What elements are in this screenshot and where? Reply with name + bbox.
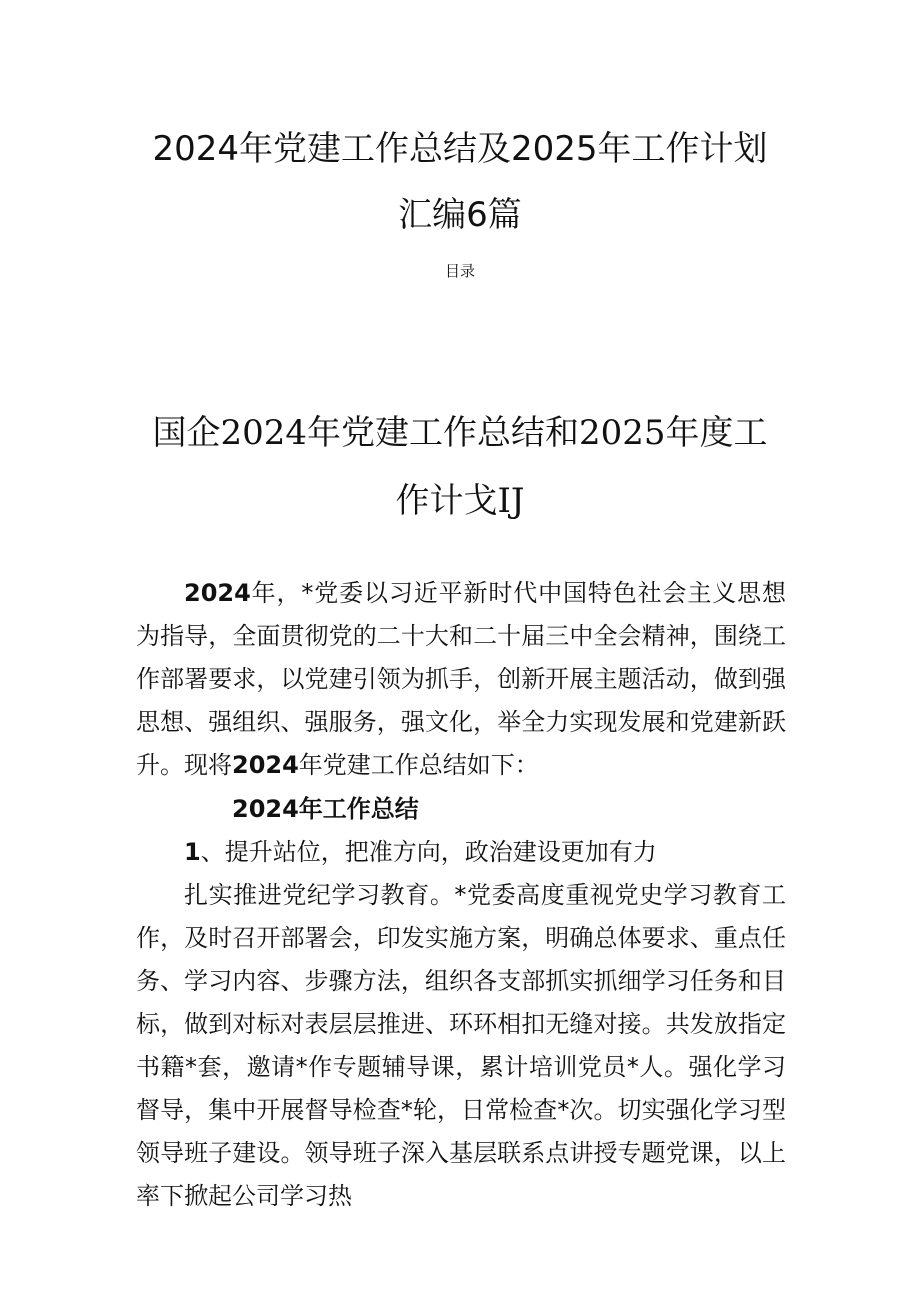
point-text: 、提升站位，把准方向，政治建设更加有力 <box>200 838 657 866</box>
point-heading-1 <box>184 831 657 874</box>
intro-text-end: 年党建工作总结如下： <box>298 751 539 779</box>
intro-year: 2024 <box>184 579 251 607</box>
intro-text: 年，*党委以习近平新时代中国特色社会主义思想为指导，全面贯彻党的二十大和二十届三中全会精神，围绕工作部署要求，以党建引领为抓手，创新开展主题活动，做到强思想、强组织、强服务，强文化，举全力实现发展和党建新跃升。现将 <box>136 579 786 779</box>
body-paragraph-1: 扎实推进党纪学习教育。*党委高度重视党史学习教育工作，及时召开部署会，印发实施方案，明确总体要求、重点任务、学习内容、步骤方法，组织各支部抓实抓细学习任务和目标，做到对标对表层层推进、环环相扣无缝对接。共发放指定书籍*套，邀请*作专题辅导课，累计培训党员*人。强化学习督导，集中开展督导检查*轮，日常检查*次。切实强化学习型领导班子建设。领导班子深入基层联系点讲授专题党课，以上率下掀起公司学习热 <box>136 881 786 1210</box>
table-of-contents-label: 目录 <box>444 262 475 280</box>
intro-year-2: 2024 <box>232 751 299 779</box>
document-title-line2: 汇编6篇 <box>398 195 522 235</box>
summary-heading: 2024年工作总结 <box>232 795 419 823</box>
section-title-line1: 国企2024年党建工作总结和2025年度工 <box>152 413 768 453</box>
section-title-line2: 作计戈IJ <box>395 481 525 521</box>
document-title-line1: 2024年党建工作总结及2025年工作计划 <box>152 129 768 169</box>
point-number: 1 <box>184 838 201 866</box>
intro-paragraph <box>136 572 786 787</box>
